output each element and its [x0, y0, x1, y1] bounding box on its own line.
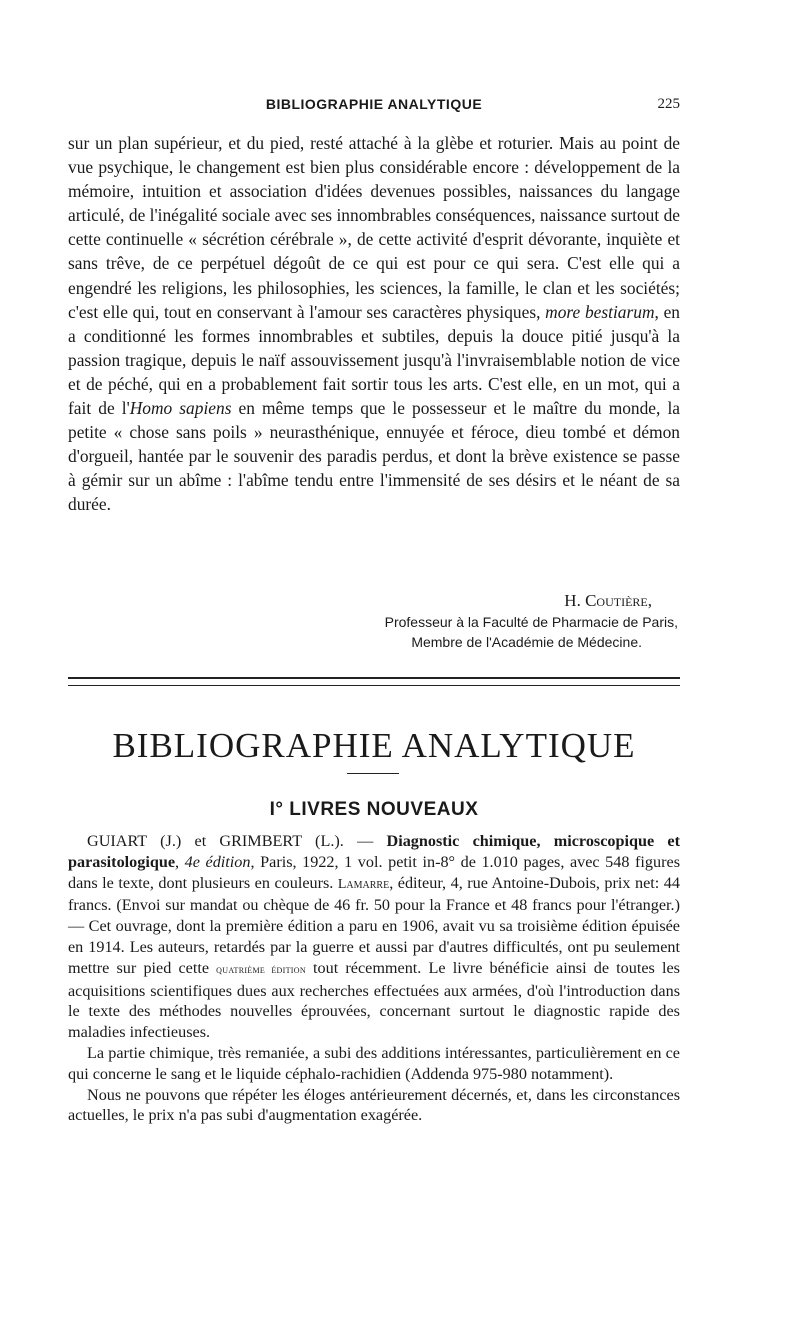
review-paragraph-2: La partie chimique, très remaniée, a subi des additions intéressantes, particulièrement en ce qui concerne le sang et le liquide céphalo-rachidien (Addenda 975-980 notamment). — [68, 1043, 680, 1083]
essay-text-before: sur un plan supérieur, et du pied, resté attaché à la glèbe et roturier. Mais au point de vue psychique, le changement est bien plus considérable encore : développement de la mémoire, intuition et association d'idées devenues possibles, naissances du langage articulé, de l'inégalité sociale avec ses innombrables conséquences, naissance surtout de cette continuelle « sécrétion cérébrale », de cette activité d'esprit dévorante, inquiète et sans trêve, de ce perpétuel dégoût de ce qui est pour ce qui sera. C'est elle qui a engendré les religions, les philosophies, les sciences, la famille, le clan et les sociétés; c'est elle qui, tout en conservant à l'amour ses caractères physiques, — [68, 133, 680, 322]
page-number: 225 — [657, 96, 680, 112]
review-body-1: , éditeur, 4, rue Antoine-Dubois, prix net: 44 francs. (Envoi sur mandat ou chèque de 46 fr. 50 pour la France et 48 francs pour l'étranger.) — Cet ouvrage, dont la première édition a paru en 1906, avait vu sa troisième édition épuisée en 1914. Les auteurs, retardés par la guerre et aussi par d'autres difficultés, ont pu seulement mettre sur pied cette — [68, 873, 680, 977]
subsection-title: I° LIVRES NOUVEAUX — [269, 799, 479, 820]
essay-conclusion — [68, 131, 680, 517]
review-edition-smallcaps: quatrième édition — [216, 963, 306, 976]
review-authors: GUIART (J.) et GRIMBERT (L.). — — [87, 832, 387, 850]
essay-paragraph — [68, 131, 680, 517]
title-underline — [347, 773, 399, 774]
section-title: BIBLIOGRAPHIE ANALYTIQUE — [112, 726, 636, 765]
running-title: BIBLIOGRAPHIE ANALYTIQUE — [265, 96, 483, 112]
review-publication-details: , Paris, 1922, 1 vol. petit in-8° de 1.010 pages, avec 548 figures dans le texte, dont plusieurs en couleurs. — [68, 852, 680, 892]
review-book-title: Diagnostic chimique, microscopique et parasitologique — [68, 832, 681, 871]
author-affiliation-2: Membre de l'Académie de Médecine. — [411, 634, 642, 650]
review-separator: , — [175, 852, 185, 871]
review-paragraph-1 — [68, 831, 680, 1043]
review-paragraph-3: Nous ne pouvons que répéter les éloges antérieurement décernés, et, dans les circonstances actuelles, le prix n'a pas subi d'augmentation exagérée. — [68, 1085, 680, 1125]
essay-text-middle: , en a conditionné les formes innombrables et subtiles, depuis la douce pitié jusqu'à la passion tragique, depuis le naïf assouvissement jusqu'à l'invraisemblable notion de vice et de péché, qui en a probablement fait sortir tous les arts. C'est elle, en un mot, qui a fait de l' — [68, 301, 680, 419]
author-name: H. Coutière, — [564, 591, 652, 610]
review-body-2: tout récemment. Le livre bénéficie ainsi de toutes les acquisitions scientifiques dues aux recherches effectuées aux armées, d'où l'introduction dans le texte des méthodes nouvelles éprouvées, concernant surtout le diagnostic rapide des maladies infectieuses. — [68, 958, 680, 1042]
section-divider — [68, 677, 680, 686]
essay-italic-homo-sapiens: Homo sapiens — [129, 398, 232, 419]
review-publisher: Lamarre — [337, 876, 390, 892]
essay-italic-more-bestiarum: more bestiarum — [545, 301, 655, 322]
author-signature — [68, 590, 680, 652]
book-review — [68, 831, 680, 1126]
review-edition: 4e édition — [184, 852, 251, 871]
running-header — [68, 96, 680, 120]
author-affiliation-1: Professeur à la Faculté de Pharmacie de Paris, — [384, 614, 678, 630]
essay-text-after: en même temps que le possesseur et le maître du monde, la petite « chose sans poils » neurasthénique, ennuyée et féroce, dieu tombé et démon d'orgueil, hantée par le souvenir des paradis perdus, et dont la brève existence se passe à gémir sur un abîme : l'abîme tendu entre l'immensité de ses désirs et le néant de sa durée. — [68, 398, 680, 515]
